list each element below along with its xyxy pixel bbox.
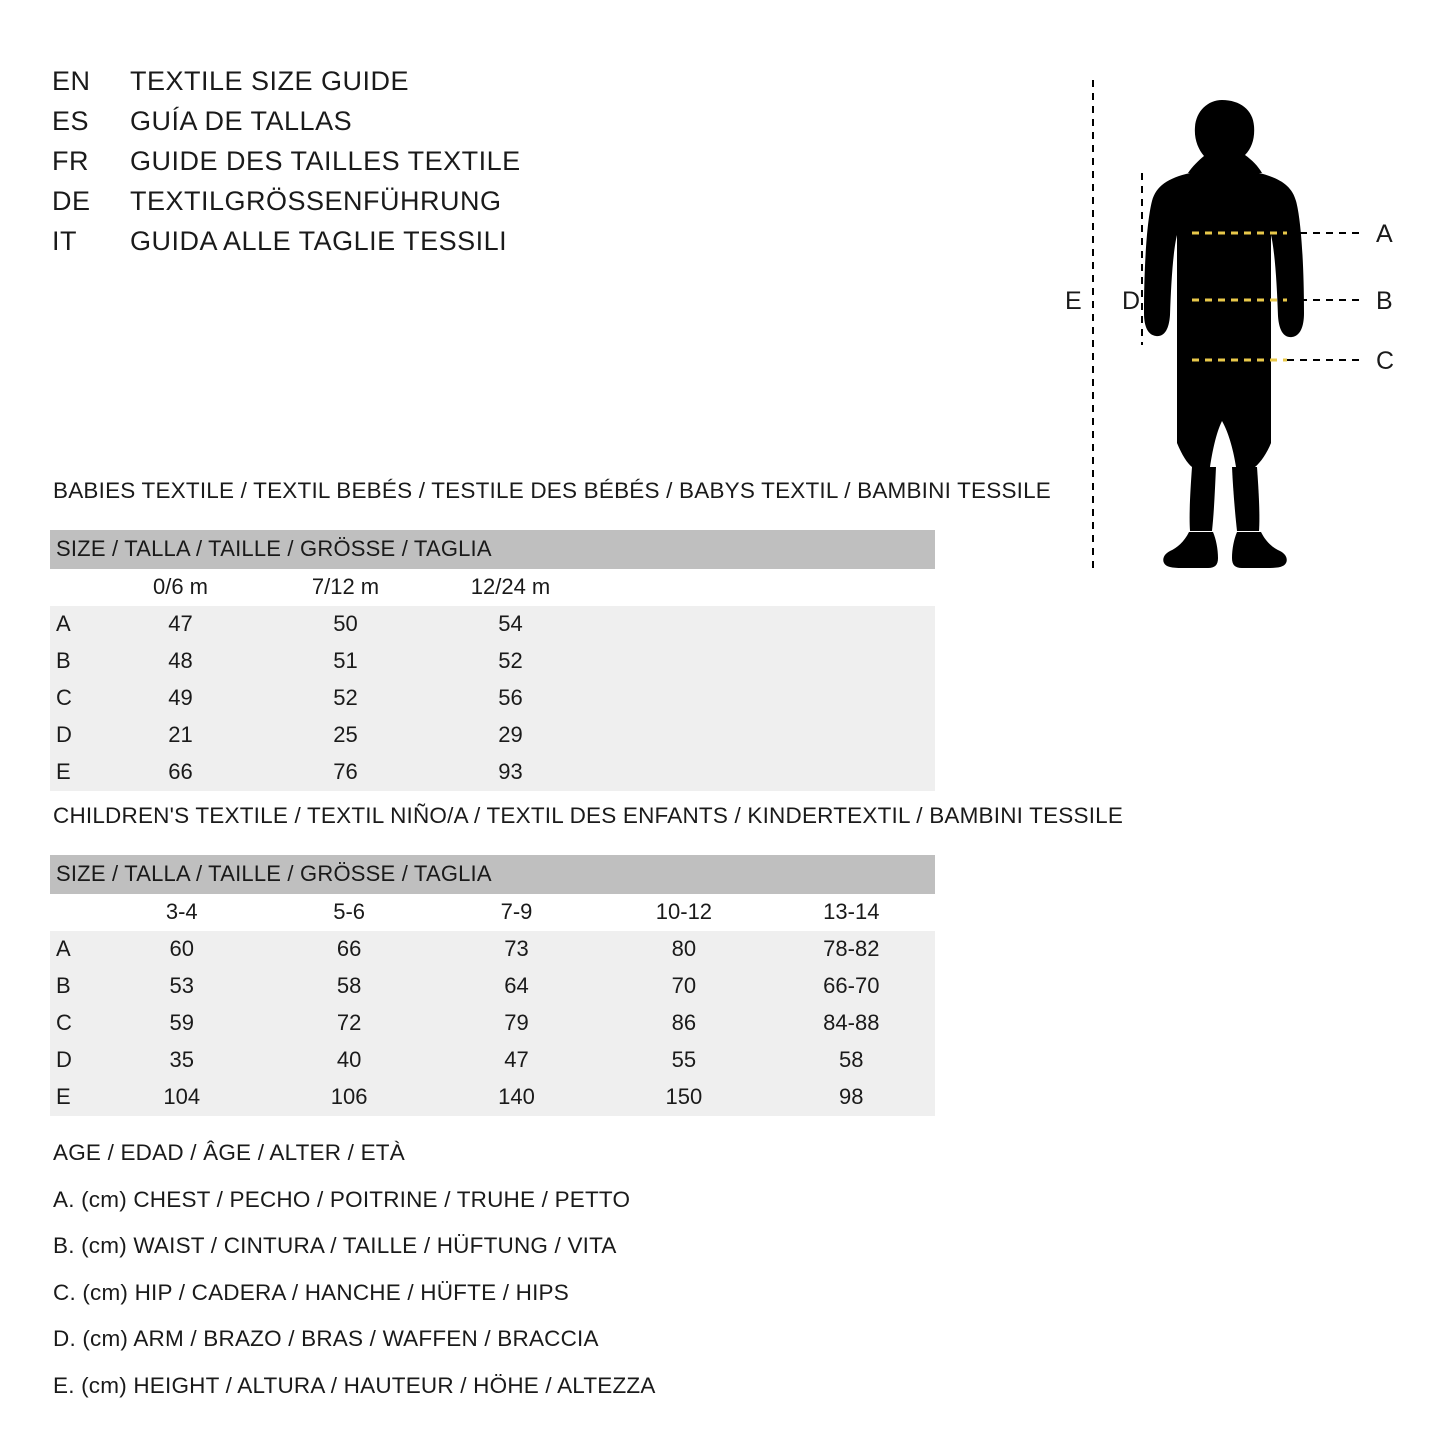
children-b-4: 66-70 [768,968,935,1005]
babies-c-0: 49 [98,680,263,717]
children-col-4: 13-14 [768,894,935,931]
children-a-4: 78-82 [768,931,935,968]
table-row [50,754,935,791]
table-row [50,1079,935,1116]
figure-label-d: D [1122,287,1141,315]
babies-a-0: 47 [98,606,263,643]
babies-row-label-b: B [50,643,98,680]
babies-col-2: 12/24 m [428,569,593,606]
children-d-0: 35 [98,1042,265,1079]
babies-e-0: 66 [98,754,263,791]
children-c-0: 59 [98,1005,265,1042]
children-section-heading: CHILDREN'S TEXTILE / TEXTIL NIÑO/A / TEXTIL DES ENFANTS / KINDERTEXTIL / BAMBINI TESSILE [53,803,1124,828]
children-e-0: 104 [98,1079,265,1116]
children-e-4: 98 [768,1079,935,1116]
children-corner-cell [50,894,98,931]
title-row-de [52,186,672,217]
babies-d-1: 25 [263,717,428,754]
table-row [50,931,935,968]
babies-col-1: 7/12 m [263,569,428,606]
babies-d-2: 29 [428,717,593,754]
children-e-2: 140 [433,1079,600,1116]
legend-item-e: E. (cm) HEIGHT / ALTURA / HAUTEUR / HÖHE / ALTEZZA [53,1372,656,1398]
children-d-4: 58 [768,1042,935,1079]
measurement-legend [53,1140,656,1419]
babies-e-2: 93 [428,754,593,791]
babies-c-2: 56 [428,680,593,717]
figure-label-e: E [1065,287,1082,315]
figure-label-b: B [1376,287,1393,315]
title-text-en: TEXTILE SIZE GUIDE [130,66,410,96]
title-text-es: GUÍA DE TALLAS [130,106,353,136]
children-table-header: SIZE / TALLA / TAILLE / GRÖSSE / TAGLIA [50,855,935,894]
babies-column-header-row [50,569,935,606]
babies-a-2: 54 [428,606,593,643]
babies-row-label-c: C [50,680,98,717]
table-row [50,1005,935,1042]
table-row [50,1042,935,1079]
babies-row-label-e: E [50,754,98,791]
children-b-0: 53 [98,968,265,1005]
title-block [52,66,672,266]
title-lang-de: DE [52,186,91,216]
children-col-2: 7-9 [433,894,600,931]
children-table-header-row [50,855,935,894]
children-b-1: 58 [265,968,432,1005]
children-d-1: 40 [265,1042,432,1079]
babies-a-1: 50 [263,606,428,643]
silhouette-shape [1144,100,1304,568]
children-e-3: 150 [600,1079,767,1116]
babies-b-filler [593,643,935,680]
children-a-0: 60 [98,931,265,968]
children-d-2: 47 [433,1042,600,1079]
babies-d-0: 21 [98,717,263,754]
title-lang-en: EN [52,66,91,96]
title-lang-fr: FR [52,146,89,176]
children-size-table [50,855,935,1116]
measurement-figure [1040,55,1430,575]
table-row [50,680,935,717]
children-c-2: 79 [433,1005,600,1042]
babies-c-1: 52 [263,680,428,717]
legend-item-b: B. (cm) WAIST / CINTURA / TAILLE / HÜFTUNG / VITA [53,1233,617,1258]
babies-col-0: 0/6 m [98,569,263,606]
title-row-en [52,66,672,97]
babies-row-label-a: A [50,606,98,643]
figure-label-a: A [1376,220,1393,248]
title-row-es [52,106,672,137]
babies-b-1: 51 [263,643,428,680]
children-row-label-a: A [50,931,98,968]
babies-a-filler [593,606,935,643]
children-row-label-b: B [50,968,98,1005]
title-lang-es: ES [52,106,90,136]
children-c-1: 72 [265,1005,432,1042]
table-row [50,968,935,1005]
children-col-0: 3-4 [98,894,265,931]
babies-e-filler [593,754,935,791]
babies-table-header-row [50,530,935,569]
children-column-header-row [50,894,935,931]
children-a-3: 80 [600,931,767,968]
children-e-1: 106 [265,1079,432,1116]
title-text-fr: GUIDE DES TAILLES TEXTILE [130,146,521,176]
children-row-label-e: E [50,1079,98,1116]
children-a-2: 73 [433,931,600,968]
children-row-label-d: D [50,1042,98,1079]
children-row-label-c: C [50,1005,98,1042]
figure-label-c: C [1376,347,1395,375]
title-text-de: TEXTILGRÖSSENFÜHRUNG [130,186,502,216]
babies-table-header: SIZE / TALLA / TAILLE / GRÖSSE / TAGLIA [50,530,935,569]
children-a-1: 66 [265,931,432,968]
children-c-4: 84-88 [768,1005,935,1042]
legend-item-d: D. (cm) ARM / BRAZO / BRAS / WAFFEN / BRACCIA [53,1326,599,1351]
children-col-1: 5-6 [265,894,432,931]
babies-b-2: 52 [428,643,593,680]
legend-item-age: AGE / EDAD / ÂGE / ALTER / ETÀ [53,1140,405,1165]
title-text-it: GUIDA ALLE TAGLIE TESSILI [130,226,508,256]
children-b-2: 64 [433,968,600,1005]
title-row-fr [52,146,672,177]
table-row [50,643,935,680]
children-c-3: 86 [600,1005,767,1042]
babies-col-filler [593,569,935,606]
table-row [50,606,935,643]
babies-e-1: 76 [263,754,428,791]
babies-row-label-d: D [50,717,98,754]
babies-d-filler [593,717,935,754]
children-d-3: 55 [600,1042,767,1079]
table-row [50,717,935,754]
title-row-it [52,226,672,257]
babies-c-filler [593,680,935,717]
babies-b-0: 48 [98,643,263,680]
children-col-3: 10-12 [600,894,767,931]
child-silhouette-diagram [1040,55,1430,575]
babies-corner-cell [50,569,98,606]
babies-section-heading: BABIES TEXTILE / TEXTIL BEBÉS / TESTILE DES BÉBÉS / BABYS TEXTIL / BAMBINI TESSILE [53,478,1052,503]
babies-size-table [50,530,935,791]
legend-item-a: A. (cm) CHEST / PECHO / POITRINE / TRUHE / PETTO [53,1186,631,1212]
children-b-3: 70 [600,968,767,1005]
legend-item-c: C. (cm) HIP / CADERA / HANCHE / HÜFTE / HIPS [53,1279,569,1305]
title-lang-it: IT [52,226,77,256]
